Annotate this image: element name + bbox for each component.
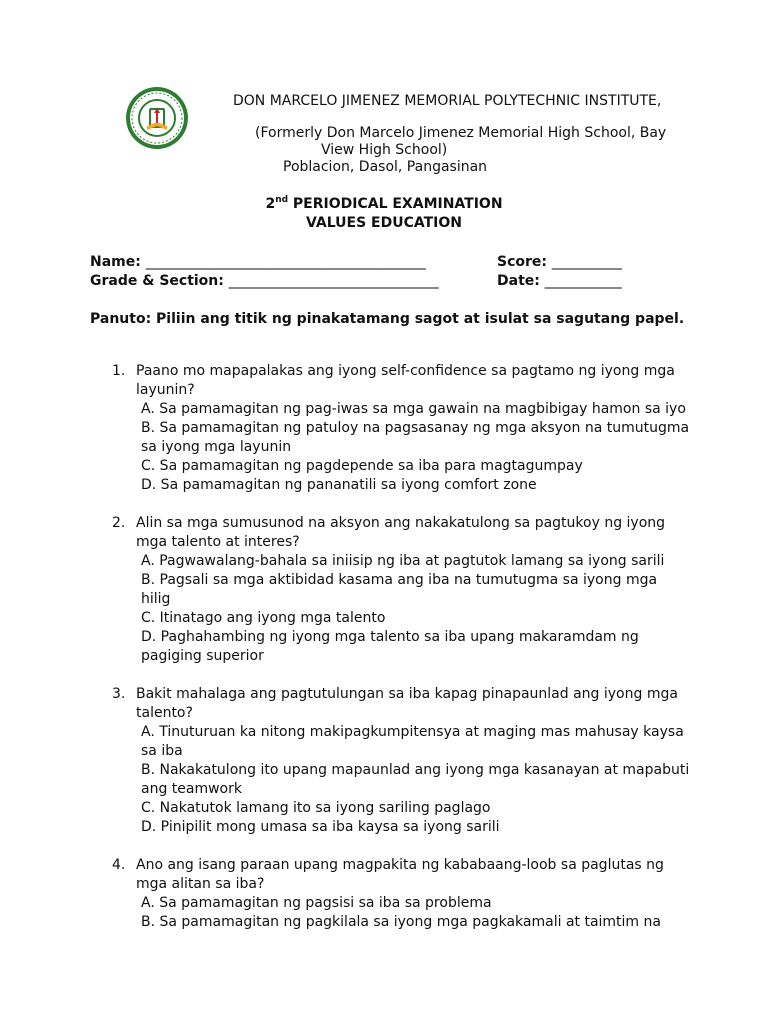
grade-section-field: [90, 273, 439, 289]
date-blank: ___________: [544, 273, 622, 289]
exam-ordinal-suffix: nd: [275, 195, 289, 205]
question-number: 4.: [112, 857, 126, 873]
grade-section-blank: ______________________________: [228, 273, 439, 289]
option-a: A. Pagwawalang-bahala sa iniisip ng iba at pagtutok lamang sa iyong sarili: [141, 553, 665, 569]
exam-title-rest: PERIODICAL EXAMINATION: [288, 196, 503, 212]
option-c: C. Itinatago ang iyong mga talento: [141, 610, 386, 626]
option-a: A. Sa pamamagitan ng pagsisi sa iba sa problema: [141, 895, 492, 911]
question-stem: Paano mo mapapalakas ang iyong self-confidence sa pagtamo ng iyong mga layunin?: [136, 363, 675, 398]
score-label: Score:: [497, 254, 547, 270]
name-field: [90, 254, 426, 270]
option-b: B. Sa pamamagitan ng pagkilala sa iyong mga pagkakamali at taimtim na: [141, 914, 661, 930]
option-c: C. Nakatutok lamang ito sa iyong sariling paglago: [141, 800, 491, 816]
date-label: Date:: [497, 273, 540, 289]
question-number: 2.: [112, 515, 126, 531]
name-blank: ________________________________________: [145, 254, 426, 270]
question-number: 1.: [112, 363, 126, 379]
question-item: [90, 685, 690, 837]
instructions: Panuto: Piliin ang titik ng pinakatamang sagot at isulat sa sagutang papel.: [90, 311, 685, 327]
score-blank: __________: [551, 254, 622, 270]
option-b: B. Sa pamamagitan ng patuloy na pagsasanay ng mga aksyon na tumutugma sa iyong mga layunin: [141, 420, 690, 455]
question-item: [90, 362, 690, 495]
former-name-line-2: View High School): [321, 142, 448, 158]
school-address: Poblacion, Dasol, Pangasinan: [283, 159, 488, 175]
question-stem: Alin sa mga sumusunod na aksyon ang nakakatulong sa pagtukoy ng iyong mga talento at interes?: [136, 515, 666, 550]
school-logo: [125, 86, 189, 150]
question-stem: Bakit mahalaga ang pagtutulungan sa iba kapag pinapaunlad ang iyong mga talento?: [136, 686, 678, 721]
question-item: [90, 856, 690, 932]
question-item: [90, 514, 690, 666]
option-b: B. Pagsali sa mga aktibidad kasama ang iba na tumutugma sa iyong mga hilig: [141, 572, 658, 607]
option-b: B. Nakakatulong ito upang mapaunlad ang iyong mga kasanayan at mapabuti ang teamwork: [141, 762, 690, 797]
option-d: D. Pinipilit mong umasa sa iba kaysa sa iyong sarili: [141, 819, 500, 835]
option-c: C. Sa pamamagitan ng pagdepende sa iba para magtagumpay: [141, 458, 583, 474]
exam-title: [0, 196, 768, 212]
question-stem: Ano ang isang paraan upang magpakita ng kababaang-loob sa paglutas ng mga alitan sa iba?: [136, 857, 664, 892]
former-name-line-1: (Formerly Don Marcelo Jimenez Memorial High School, Bay: [255, 125, 667, 141]
exam-ordinal-number: 2: [265, 196, 276, 212]
score-field: [497, 254, 622, 270]
exam-subject: VALUES EDUCATION: [306, 215, 462, 231]
name-label: Name:: [90, 254, 141, 270]
school-seal-icon: [125, 86, 189, 150]
option-d: D. Sa pamamagitan ng pananatili sa iyong comfort zone: [141, 477, 537, 493]
option-d: D. Paghahambing ng iyong mga talento sa iba upang makaramdam ng pagiging superior: [141, 629, 639, 664]
option-a: A. Sa pamamagitan ng pag-iwas sa mga gawain na magbibigay hamon sa iyo: [141, 401, 686, 417]
date-field: [497, 273, 622, 289]
option-a: A. Tinuturuan ka nitong makipagkumpitensya at maging mas mahusay kaysa sa iba: [141, 724, 684, 759]
institution-name: DON MARCELO JIMENEZ MEMORIAL POLYTECHNIC INSTITUTE,: [233, 93, 662, 109]
question-number: 3.: [112, 686, 126, 702]
grade-section-label: Grade & Section:: [90, 273, 224, 289]
